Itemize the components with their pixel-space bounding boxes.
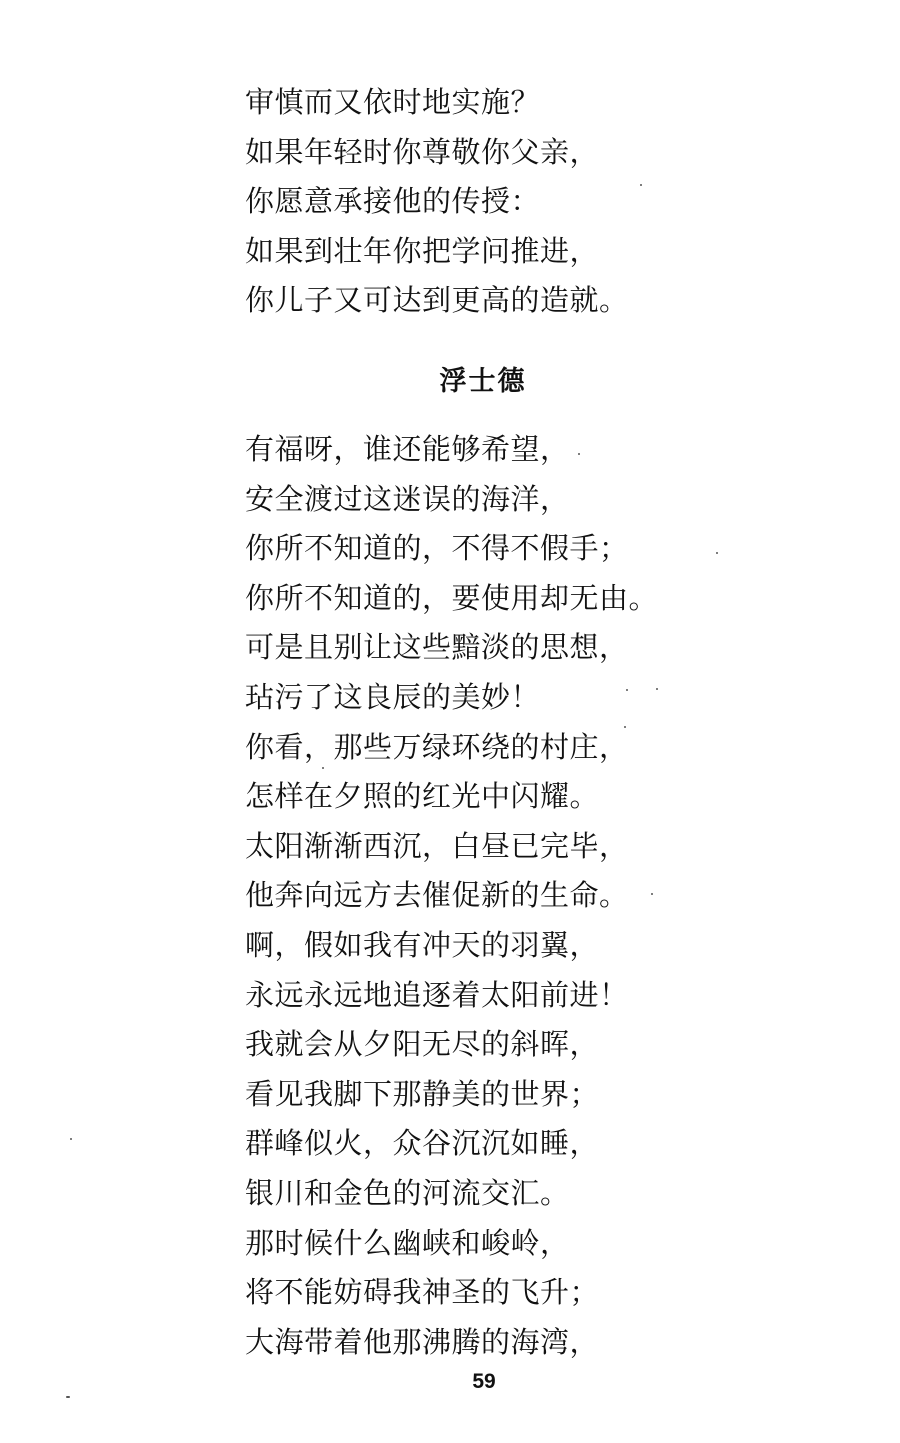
- poem-line: 你儿子又可达到更高的造就。: [245, 283, 629, 318]
- poem-line: 看见我脚下那静美的世界；: [245, 1076, 600, 1111]
- scan-speck: [716, 552, 718, 554]
- scan-speck: [651, 893, 653, 895]
- poem-line: 那时候什么幽峡和峻岭，: [245, 1225, 570, 1260]
- scan-speck: [70, 1138, 72, 1140]
- poem-stanza-previous: [245, 78, 745, 326]
- poem-line: 有福呀，谁还能够希望，: [245, 432, 570, 466]
- poem-line: 审慎而又依时地实施？: [245, 85, 541, 119]
- page-number: 59: [472, 1370, 496, 1393]
- poem-line: 玷污了这良辰的美妙！: [245, 679, 541, 714]
- poem-line: 你所不知道的，不得不假手；: [245, 531, 629, 566]
- poem-line: 你愿意承接他的传授：: [245, 184, 541, 219]
- poem-line: 啊，假如我有冲天的羽翼，: [245, 927, 600, 962]
- poem-line: 可是且别让这些黯淡的思想，: [245, 630, 629, 665]
- scan-speck: [640, 184, 642, 186]
- scan-speck: [624, 726, 626, 728]
- poem-line: 他奔向远方去催促新的生命。: [245, 878, 629, 913]
- poem-line: 如果到壮年你把学问推进，: [245, 233, 600, 268]
- speaker-name: 浮士德: [439, 366, 527, 397]
- scan-speck: [656, 688, 658, 690]
- poem-line: 将不能妨碍我神圣的飞升；: [245, 1275, 600, 1310]
- poem-line: 群峰似火，众谷沉沉如睡，: [245, 1126, 600, 1161]
- scan-speck: [322, 767, 324, 769]
- scan-speck: [578, 453, 580, 455]
- poem-stanza-faust: [245, 425, 745, 1367]
- scan-speck: [66, 1396, 70, 1398]
- poem-line: 安全渡过这迷误的海洋，: [245, 481, 570, 516]
- poem-line: 你看，那些万绿环绕的村庄，: [245, 729, 629, 764]
- poem-line: 银川和金色的河流交汇。: [245, 1175, 570, 1210]
- poem-line: 大海带着他那沸腾的海湾，: [245, 1324, 600, 1359]
- poem-line: 永远永远地追逐着太阳前进！: [245, 977, 629, 1012]
- poem-line: 我就会从夕阳无尽的斜晖，: [245, 1027, 600, 1062]
- poem-line: 太阳渐渐西沉，白昼已完毕，: [245, 828, 629, 863]
- scan-speck: [626, 689, 628, 691]
- poem-line: 如果年轻时你尊敬你父亲，: [245, 134, 600, 169]
- poem-line: 怎样在夕照的红光中闪耀。: [245, 779, 600, 814]
- poem-line: 你所不知道的，要使用却无由。: [245, 580, 659, 615]
